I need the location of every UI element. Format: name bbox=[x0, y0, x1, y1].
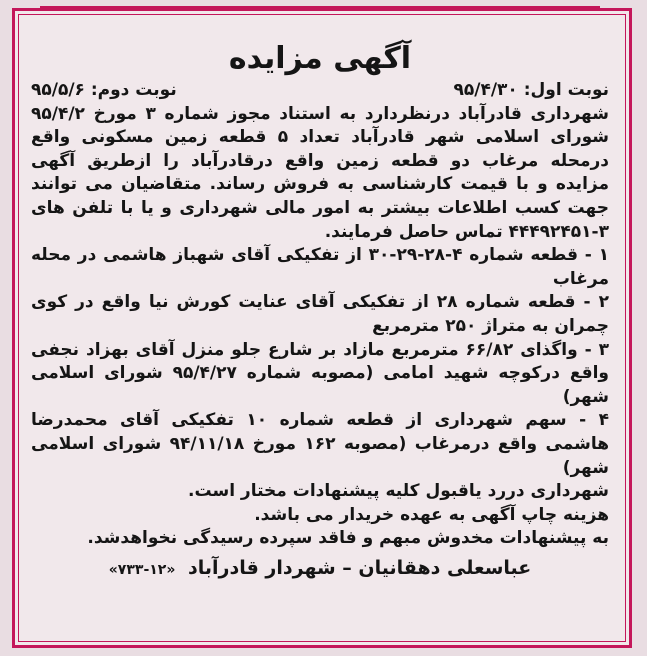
closing-line: به پیشنهادات مخدوش مبهم و فاقد سپرده رسیدگی نخواهدشد. bbox=[87, 528, 609, 549]
publication-turns bbox=[31, 79, 609, 103]
list-item: ۲ - قطعه شماره ۲۸ از تفکیکی آقای عنایت کورش نیا واقع در کوی چمران به متراژ ۲۵۰ مترمربع bbox=[31, 292, 609, 336]
signature-name: عباسعلی دهقانیان – شهردار قادرآباد bbox=[188, 556, 532, 579]
closing-line: هزینه چاپ آگهی به عهده خریدار می باشد. bbox=[254, 504, 609, 525]
list-item: ۱ - قطعه شماره ۴-۲۸-۲۹-۳۰ از تفکیکی آقای شهباز هاشمی در محله مرغاب bbox=[31, 245, 609, 289]
notice-content bbox=[31, 41, 609, 584]
intro-paragraph: شهرداری قادرآباد درنظردارد به استناد مجوز شماره ۳ مورخ ۹۵/۴/۲ شورای اسلامی شهر قادرآباد تعداد ۵ قطعه زمین مسکونی واقع درمحله مرغاب دو قطعه زمین واقع درقادرآباد را ازطریق آگهی مزایده و با قیمت کارشناسی به فروش رساند. متقاضیان می توانند جهت کسب اطلاعات بیشتر به امور مالی شهرداری و یا با تلفن های ۳-۴۴۴۹۲۴۵۱ تماس حاصل فرمایند. bbox=[31, 103, 609, 242]
second-turn-date: نوبت دوم: ۹۵/۵/۶ bbox=[31, 80, 177, 100]
notice-code: «۱۲-۷۳۳» bbox=[108, 561, 176, 578]
first-turn-date: نوبت اول: ۹۵/۴/۳۰ bbox=[453, 80, 609, 100]
notice-frame bbox=[12, 8, 632, 648]
list-item: ۳ - واگذای ۶۶/۸۲ مترمربع مازاد بر شارع جلو منزل آقای بهزاد نجفی واقع درکوچه شهید امامی (مصوبه شماره ۹۵/۴/۲۷ شورای اسلامی شهر) bbox=[31, 339, 609, 407]
closing-line: شهرداری دررد یاقبول کلیه پیشنهادات مختار است. bbox=[188, 481, 609, 502]
list-item: ۴ - سهم شهرداری از قطعه شماره ۱۰ تفکیکی آقای محمدرضا هاشمی واقع درمرغاب (مصوبه ۱۶۲ مورخ ۹۴/۱۱/۱۸ شورای اسلامی شهر) bbox=[31, 410, 609, 478]
signature-line bbox=[31, 554, 609, 584]
top-border-strip bbox=[40, 0, 600, 8]
notice-title: آگهی مزایده bbox=[228, 41, 412, 76]
